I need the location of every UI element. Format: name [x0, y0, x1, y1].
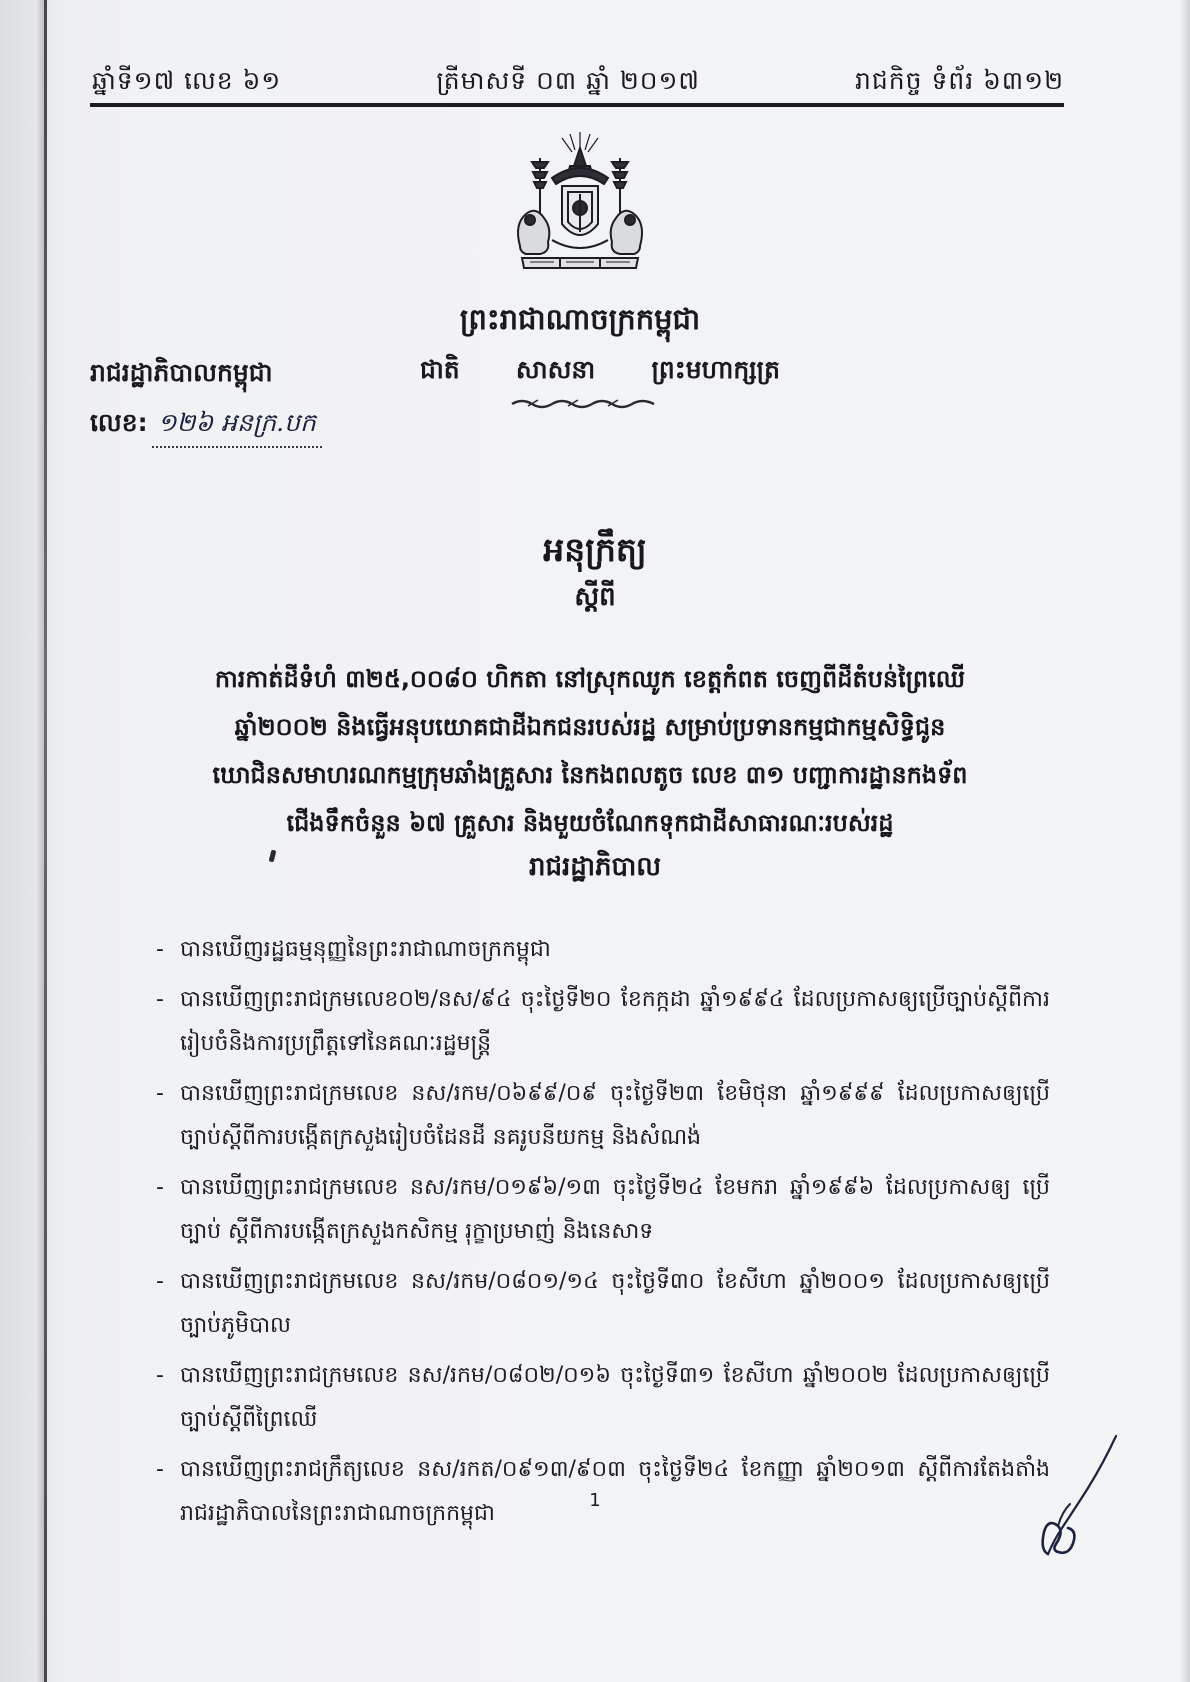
gazette-header: [92, 64, 1064, 104]
reference-label: លេខ:: [90, 408, 148, 437]
legal-basis-item: - បានឃើញព្រះរាជក្រមលេខ០២/នស/៩៤ ចុះថ្ងៃទី២០ ខែកក្កដា ឆ្នាំ១៩៩៤ ដែលប្រកាសឲ្យប្រើច្បាប់ស្តីពីការរៀបចំនិងការប្រព្រឹត្តទៅនៃគណៈរដ្ឋមន្ត្រី: [150, 978, 1050, 1066]
page-binding-shadow: [36, 0, 44, 1682]
subject-line: ជើងទឹកចំនួន ៦៧ គ្រួសារ និងមួយចំណែកទុកជាដីសាធារណៈរបស់រដ្ឋ: [286, 809, 894, 837]
legal-basis-item: - បានឃើញព្រះរាជក្រមលេខ នស/រកម/០៨០២/០១៦ ចុះថ្ងៃទី៣១ ខែសីហា ឆ្នាំ២០០២ ដែលប្រកាសឲ្យប្រើច្បាប់ស្តីពីព្រៃឈើ: [150, 1354, 1050, 1442]
ink-mark: [269, 850, 277, 863]
handwritten-initial-signature: [1018, 1432, 1128, 1562]
legal-basis-item: - បានឃើញព្រះរាជក្រឹត្យលេខ នស/រកត/០៩១៣/៩០៣ ចុះថ្ងៃទី២៤ ខែកញ្ញា ឆ្នាំ២០១៣ ស្តីពីការតែងតាំងរាជរដ្ឋាភិបាលនៃព្រះរាជាណាចក្រកម្ពុជា: [150, 1448, 1050, 1536]
reference-number: [90, 408, 322, 448]
document-about: ស្តីពី: [574, 582, 616, 612]
issuing-authority: រាជរដ្ឋាភិបាលកម្ពុជា: [90, 358, 273, 387]
motto-ornament-icon: [508, 396, 658, 410]
motto-king: ព្រះមហាក្សត្រ: [651, 355, 780, 384]
document-subject: [150, 655, 1030, 847]
legal-basis-item: - បានឃើញព្រះរាជក្រមលេខ នស/រកម/០៦៩៩/០៩ ចុះថ្ងៃទី២៣ ខែមិថុនា ឆ្នាំ១៩៩៩ ដែលប្រកាសឲ្យប្រើច្បាប់ស្តីពីការបង្កើតក្រសួងរៀបចំដែនដី នគរូបនីយកម្ម និងសំណង់: [150, 1072, 1050, 1160]
reference-value: ១២៦ អនក្រ.បក: [152, 408, 322, 448]
legal-basis-item: - បានឃើញព្រះរាជក្រមលេខ នស/រកម/០១៩៦/១៣ ចុះថ្ងៃទី២៤ ខែមករា ឆ្នាំ១៩៩៦ ដែលប្រកាសឲ្យ ប្រើច្បាប់ ស្តីពីការបង្កើតក្រសួងកសិកម្ម រុក្ខាប្រមាញ់ និងនេសាទ: [150, 1166, 1050, 1254]
page-right-edge: [1180, 0, 1190, 1682]
motto-nation: ជាតិ: [420, 355, 460, 384]
legal-basis-item: - បានឃើញរដ្ឋធម្មនុញ្ញនៃព្រះរាជាណាចក្រកម្ពុជា: [150, 928, 1050, 972]
header-date: ត្រីមាសទី ០៣ ឆ្នាំ ២០១៧: [436, 66, 700, 95]
national-motto: [420, 355, 780, 391]
header-gazette-page: រាជកិច្ច ទំព័រ ៦៣១២: [855, 66, 1064, 95]
government-heading: រាជរដ្ឋាភិបាល: [528, 852, 662, 882]
page-binding-edge: [44, 0, 47, 1682]
document-title: អនុក្រឹត្យ: [543, 530, 647, 569]
subject-line: ឃោជិនសមាហរណកម្មក្រុមឆាំងគ្រួសារ នៃកងពលតូច លេខ ៣១ បញ្ជាការដ្ឋានកងទ័ព: [212, 761, 968, 789]
legal-basis-item: - បានឃើញព្រះរាជក្រមលេខ នស/រកម/០៨០១/១៤ ចុះថ្ងៃទី៣០ ខែសីហា ឆ្នាំ២០០១ ដែលប្រកាសឲ្យប្រើច្បាប់ភូមិបាល: [150, 1260, 1050, 1348]
header-year-issue: ឆ្នាំទី១៧ លេខ ៦១: [92, 66, 282, 95]
legal-bases-list: [150, 928, 1050, 1542]
motto-religion: សាសនា: [515, 355, 596, 384]
subject-line: ឆ្នាំ២០០២ និងធ្វើអនុបយោគជាដីឯកជនរបស់រដ្ឋ សម្រាប់ប្រទានកម្មជាកម្មសិទ្ធិជូន: [234, 713, 946, 741]
subject-line: ការកាត់ដីទំហំ ៣២៥,០០៨០ ហិកតា នៅស្រុកឈូក ខេត្តកំពត ចេញពីដីតំបន់ព្រៃឈើ: [214, 665, 966, 693]
royal-coat-of-arms-icon: [500, 128, 660, 288]
page-number: 1: [589, 1490, 601, 1511]
kingdom-name: ព្រះរាជាណាចក្រកម្ពុជា: [459, 302, 701, 336]
header-rule: [90, 103, 1064, 107]
